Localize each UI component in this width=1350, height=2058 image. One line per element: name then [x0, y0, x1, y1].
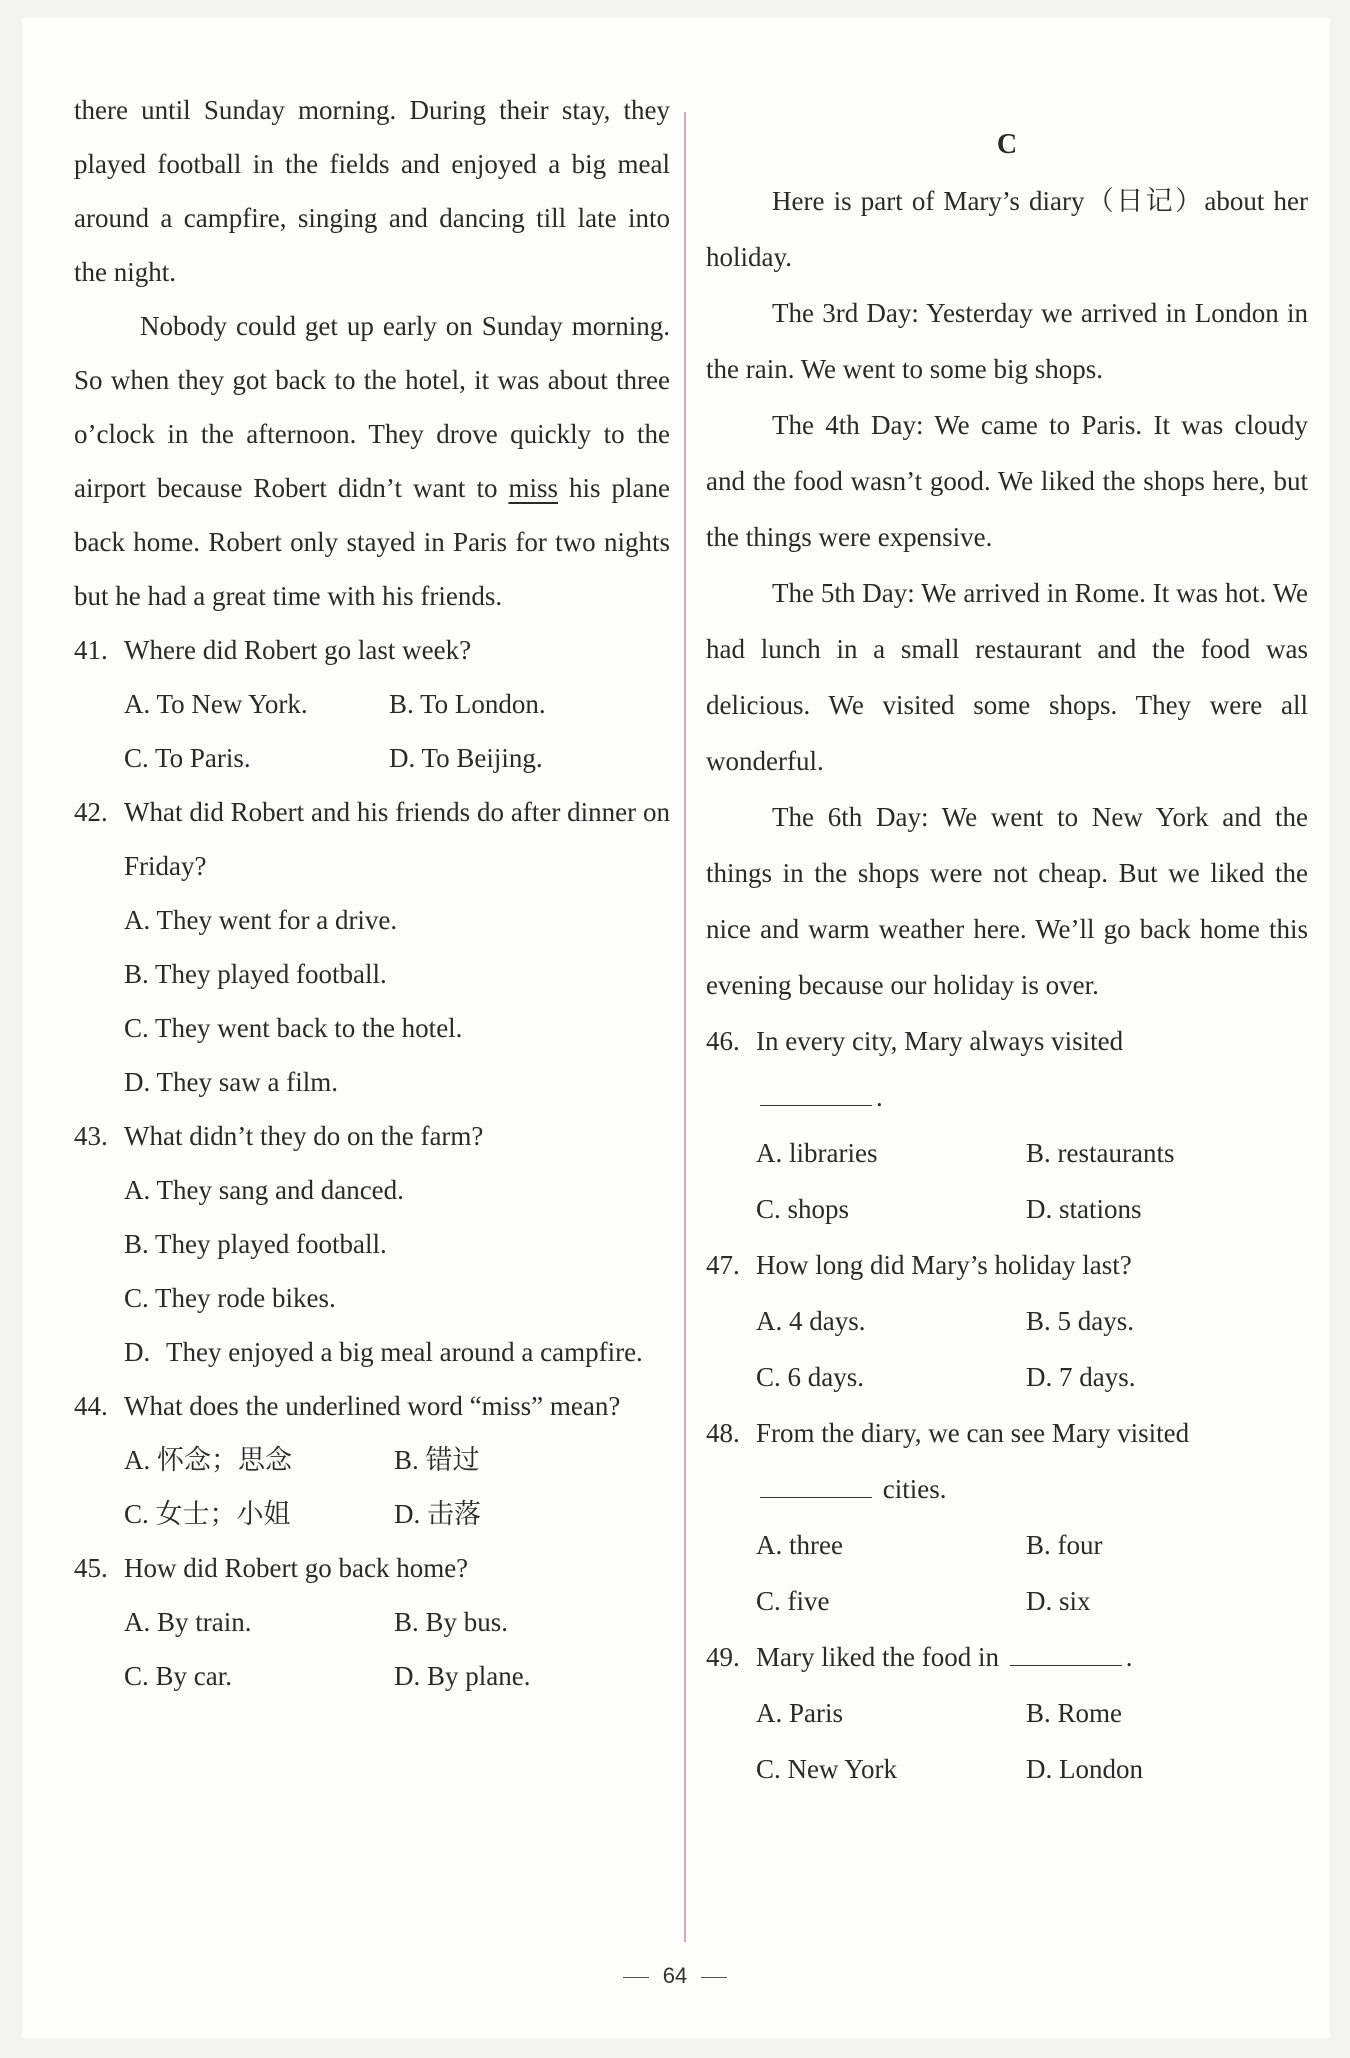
diary-entry-day-6: The 6th Day: We went to New York and the things in the shops were not cheap. But we liked the nice and warm weather here. We’ll go back home this evening because our holiday is over. — [706, 802, 1308, 1000]
question-45-options — [124, 1595, 670, 1703]
passage-paragraph-2: Nobody could get up early on Sunday morning. So when they got back to the hotel, it was about three o’clock in the afternoon. They drove quickly to the airport because Robert didn’t want to miss his plane back home. Robert only stayed in Paris for two nights but he had a great time with his friends. — [74, 311, 671, 611]
option-45-d[interactable]: D. By plane. — [394, 1661, 531, 1691]
footer-dash-left — [623, 1977, 649, 1978]
footer-dash-right — [701, 1977, 727, 1978]
option-41-a[interactable]: A. To New York. — [124, 689, 308, 719]
option-43-c[interactable]: C. They rode bikes. — [124, 1283, 336, 1313]
option-41-d[interactable]: D. To Beijing. — [389, 743, 543, 773]
option-45-c[interactable]: C. By car. — [124, 1661, 232, 1691]
option-42-c[interactable]: C. They went back to the hotel. — [124, 1013, 463, 1043]
column-divider — [684, 112, 686, 1942]
option-42-b[interactable]: B. They played football. — [124, 959, 387, 989]
option-43-d[interactable]: D. They enjoyed a big meal around a campfire. — [124, 1337, 643, 1367]
option-48-b[interactable]: B. four — [1026, 1530, 1103, 1560]
diary-entry-day-3: The 3rd Day: Yesterday we arrived in London in the rain. We went to some big shops. — [706, 298, 1308, 384]
question-47: 47. How long did Mary’s holiday last? — [706, 1250, 1132, 1280]
question-42: 42. What did Robert and his friends do after dinner on Friday? — [74, 797, 670, 881]
option-45-b[interactable]: B. By bus. — [394, 1607, 509, 1637]
answer-blank-46[interactable] — [760, 1104, 872, 1106]
option-49-d[interactable]: D. London — [1026, 1754, 1143, 1784]
diary-entry-day-4: The 4th Day: We came to Paris. It was cloudy and the food wasn’t good. We liked the shops here, but the things were expensive. — [706, 410, 1308, 552]
option-48-a[interactable]: A. three — [756, 1530, 843, 1560]
passage-paragraph-1: there until Sunday morning. During their stay, they played football in the fields and enjoyed a big meal around a campfire, singing and dancing till late into the night. — [74, 95, 670, 287]
right-column — [706, 117, 1308, 1797]
option-44-a[interactable]: A. 怀念；思念 — [124, 1445, 292, 1475]
question-48: 48. From the diary, we can see Mary visited cities. — [706, 1418, 1190, 1504]
option-45-a[interactable]: A. By train. — [124, 1607, 252, 1637]
question-43-options — [124, 1163, 670, 1379]
option-46-b[interactable]: B. restaurants — [1026, 1138, 1175, 1168]
option-49-c[interactable]: C. New York — [756, 1754, 898, 1784]
option-47-d[interactable]: D. 7 days. — [1026, 1362, 1136, 1392]
option-48-d[interactable]: D. six — [1026, 1586, 1091, 1616]
answer-blank-48[interactable] — [760, 1496, 872, 1498]
option-47-b[interactable]: B. 5 days. — [1026, 1306, 1134, 1336]
option-46-c[interactable]: C. shops — [756, 1194, 850, 1224]
option-49-b[interactable]: B. Rome — [1026, 1698, 1123, 1728]
answer-blank-49[interactable] — [1010, 1664, 1122, 1666]
question-44-options — [124, 1433, 670, 1541]
question-46: 46. In every city, Mary always visited . — [706, 1026, 1124, 1112]
option-41-b[interactable]: B. To London. — [389, 689, 546, 719]
option-47-c[interactable]: C. 6 days. — [756, 1362, 864, 1392]
question-43: 43. What didn’t they do on the farm? — [74, 1121, 484, 1151]
left-column — [74, 83, 670, 1703]
diary-entry-day-5: The 5th Day: We arrived in Rome. It was hot. We had lunch in a small restaurant and the food was delicious. We visited some shops. They were all wonderful. — [706, 578, 1308, 776]
question-45: 45. How did Robert go back home? — [74, 1553, 469, 1583]
page-footer — [0, 1963, 1350, 1989]
option-43-b[interactable]: B. They played football. — [124, 1229, 387, 1259]
option-41-c[interactable]: C. To Paris. — [124, 743, 251, 773]
option-46-a[interactable]: A. libraries — [756, 1138, 878, 1168]
option-44-b[interactable]: B. 错过 — [394, 1445, 480, 1475]
option-43-a[interactable]: A. They sang and danced. — [124, 1175, 404, 1205]
option-42-a[interactable]: A. They went for a drive. — [124, 905, 398, 935]
option-42-d[interactable]: D. They saw a film. — [124, 1067, 338, 1097]
question-42-options — [124, 893, 670, 1109]
option-44-c[interactable]: C. 女士；小姐 — [124, 1499, 291, 1529]
question-48-options — [756, 1517, 1308, 1629]
question-41-options — [124, 677, 670, 785]
question-49: 49. Mary liked the food in . — [706, 1642, 1133, 1672]
option-46-d[interactable]: D. stations — [1026, 1194, 1142, 1224]
question-49-options — [756, 1685, 1308, 1797]
question-44: 44. What does the underlined word “miss” mean? — [74, 1391, 621, 1421]
option-44-d[interactable]: D. 击落 — [394, 1499, 481, 1529]
underlined-word-miss: miss — [508, 473, 558, 503]
option-47-a[interactable]: A. 4 days. — [756, 1306, 866, 1336]
question-41: 41. Where did Robert go last week? — [74, 635, 472, 665]
diary-intro: Here is part of Mary’s diary（日记）about her holiday. — [706, 186, 1308, 272]
section-title: C — [996, 129, 1018, 160]
page-number: 64 — [662, 1963, 688, 1988]
question-46-options — [756, 1125, 1308, 1237]
option-49-a[interactable]: A. Paris — [756, 1698, 843, 1728]
option-48-c[interactable]: C. five — [756, 1586, 830, 1616]
question-47-options — [756, 1293, 1308, 1405]
